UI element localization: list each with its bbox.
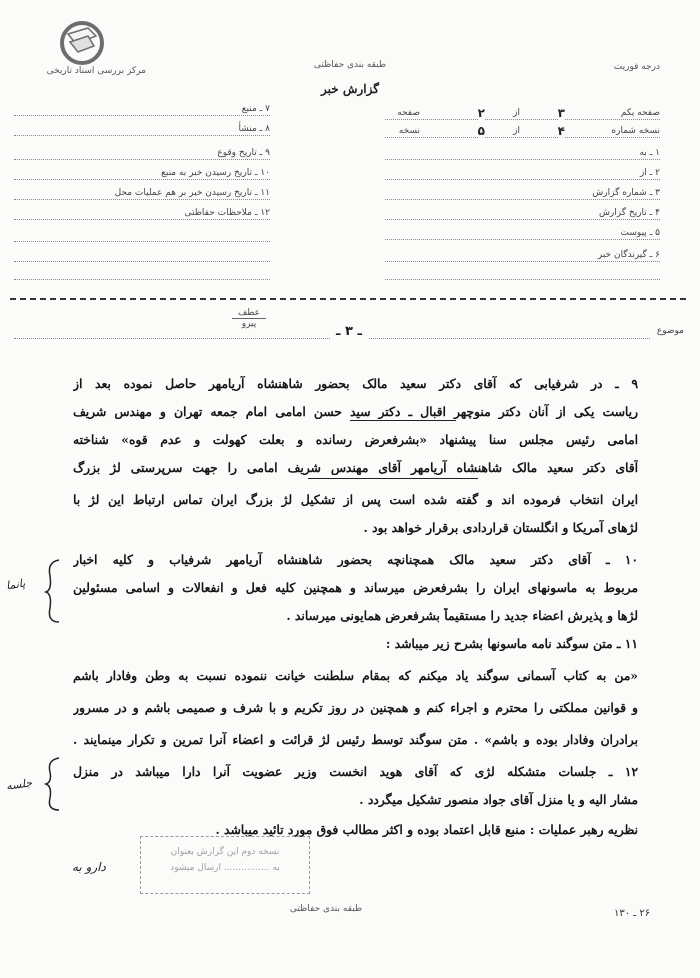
security-notes-field: ۱۲ ـ ملاحظات حفاظتی (14, 208, 270, 222)
report-number-field: ۳ ـ شماره گزارش (385, 188, 660, 202)
body-line: لژهای آمریکا و انگلستان قراردادی برقرار خواهد بود . (363, 520, 638, 535)
margin-note: جلسه (5, 776, 33, 793)
footer-code: ۲۶ ـ ۱۳۰ (614, 908, 651, 919)
body-line: ۱۱ ـ متن سوگند نامه ماسونها بشرح زیر میباشد : (385, 636, 638, 651)
body-line: ایران انتخاب فرموده اند و گفته شده است پس از تشکیل لژ بزرگ ایران تماس ارتباط این لژ با (73, 492, 638, 507)
body-line: مشار الیه و یا منزل آقای جواد منصور تشکیل میگردد . (359, 792, 638, 807)
attachment-field: ۵ ـ پیوست (385, 228, 660, 242)
margin-bracket (44, 556, 62, 626)
source-received-date-field: ۱۰ ـ تاریخ رسیدن خبر به منبع (14, 168, 270, 182)
routing-stamp: نسخه دوم این گزارش بعنوان به ................ ارسال میشود (140, 836, 310, 894)
body-line: مربوط به ماسونهای ایران را بشرفعرض میرساند و همچنین کلیه فعل و انفعالات و اسامی مسئولین (73, 580, 638, 595)
body-line: آقای دکتر سعید مالک شاهنشاه آریامهر آقای مهندس شریف امامی را جهت سرپرستی لژ بزرگ (73, 460, 638, 475)
recipients-field: ۶ ـ گیرندگان خبر (385, 250, 660, 264)
footer-class: طبقه بندی حفاظتی (289, 904, 363, 914)
body-line: «من به کتاب آسمانی سوگند یاد میکنم که بمقام سلطنت خیانت ننموده نسبت به وطن وفادار باشم (73, 668, 638, 683)
occurrence-date-field: ۹ ـ تاریخ وقوع (14, 148, 270, 162)
source-field: ۷ ـ منبع (14, 104, 270, 118)
margin-bracket (44, 754, 62, 814)
margin-note: پانما (5, 576, 26, 593)
subject-label: موضوع (656, 326, 684, 336)
to-field: ۱ ـ به (385, 148, 660, 162)
underline-mark (350, 420, 456, 421)
body-line: ریاست یکی از آنان دکتر منوچهر اقبال ـ دکتر سید حسن امامی امام جمعه تهران و مهندس شریف (73, 404, 638, 419)
notes-line-3 (14, 268, 270, 282)
notes-line-1 (14, 230, 270, 244)
notes-line-2 (14, 250, 270, 264)
urgency-label: درجه فوریت (613, 62, 660, 72)
ops-received-date-field: ۱۱ ـ تاریخ رسیدن خبر بر هم عملیات محل (14, 188, 270, 202)
origin-field: ۸ ـ منشأ (14, 124, 270, 138)
recipients-extra-line (385, 268, 660, 282)
report-date-field: ۴ ـ تاریخ گزارش (385, 208, 660, 222)
reference-stamp: عطف پیرو (232, 308, 266, 342)
archive-logo-icon (58, 20, 106, 66)
watermark-text: مرکز بررسی اسناد تاریخی (46, 66, 146, 76)
body-line: لژها و پذیرش اعضاء جدید را مستقیماً بشرفعرض همایونی میرساند . (286, 608, 638, 623)
bracket-icon (44, 754, 62, 814)
bracket-icon (44, 556, 62, 626)
header-divider (10, 298, 686, 300)
body-line: برادران وفادار بوده و باشم» . متن سوگند توسط رئیس لژ قرائت و اعضاء آنرا تمرین و تکرار مینمایند . (73, 732, 638, 747)
signature-note: دارو به (72, 860, 106, 874)
body-line: ۹ ـ در شرفیابی که آقای دکتر سعید مالک بحضور شاهنشاه آریامهر حاصل نموده بعد از (73, 376, 638, 391)
page-field: صفحه یکم ۳ از ۲ صفحه (385, 108, 660, 122)
underline-mark (308, 478, 478, 479)
body-line: امامی رئیس مجلس سنا پیشنهاد «بشرفعرض رسانده و بعلت کهولت و عدم قوه» شناخته (73, 432, 638, 447)
doc-title: گزارش خبر (321, 82, 379, 96)
copy-field: نسخه شماره ۴ از ۵ نسخه (385, 126, 660, 140)
body-line: ۱۰ ـ آقای دکتر سعید مالک همچنانچه بحضور شاهنشاه آریامهر شرفیاب و کلیه اخبار (73, 552, 638, 567)
page-number: ـ ۳ ـ (330, 324, 368, 339)
from-field: ۲ ـ از (385, 168, 660, 182)
assessment-line: نظریه رهبر عملیات : منبع قابل اعتماد بوده و اکثر مطالب فوق مورد تائید میباشد . (215, 822, 638, 837)
watermark-logo (58, 20, 106, 66)
body-line: ۱۲ ـ جلسات متشکله لژی که آقای هوید انخست وزیر عضویت آنرا دارا میباشد در منزل (73, 764, 638, 779)
class-title: طبقه بندی حفاظتی (313, 60, 387, 70)
body-line: و قوانین مملکتی را محترم و اجراء کنم و همچنین در روز تکریم و با شرف و صمیمی باشم و در مسرور (73, 700, 638, 715)
